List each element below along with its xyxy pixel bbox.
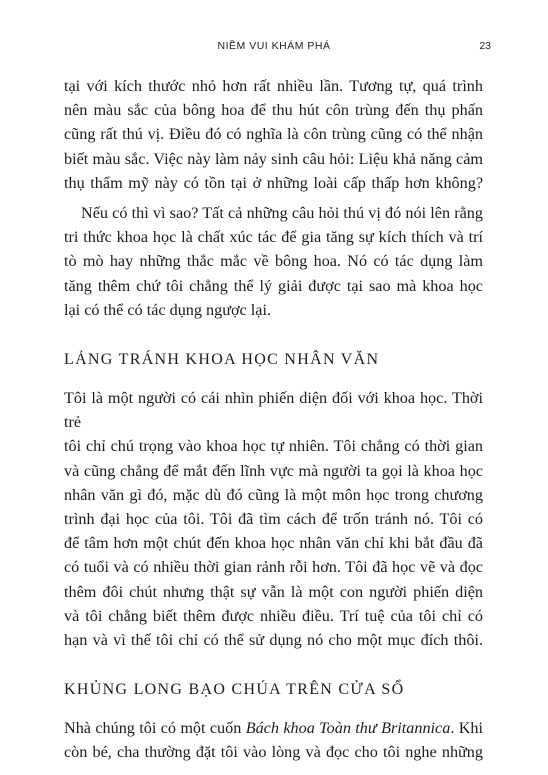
text-line: tăng thêm chứ tôi chẳng thể lý giải được tại sao mà khoa học [64, 276, 483, 295]
text-line: thụ thẩm mỹ này có tồn tại ở những loài cấp thấp hơn không? [64, 173, 483, 192]
text-line: hạn và vì thế tôi chỉ có thể sử dụng nó cho một mục đích thôi. [64, 631, 483, 650]
text-line: thêm đôi chút nhưng thật sự vẫn là một con người phiến diện [64, 582, 483, 601]
text-line [64, 716, 483, 740]
text-line: tò mò hay những thắc mắc về bông hoa. Nó có tác dụng làm [64, 252, 483, 271]
text-line: nên màu sắc của bông hoa để thu hút côn trùng đến thụ phấn [64, 101, 483, 120]
text-line: cũng rất thú vị. Điều đó có nghĩa là côn trùng cũng có thể nhận [64, 125, 483, 144]
paragraph-continued [64, 74, 483, 195]
text-line: Nếu có thì vì sao? Tất cả những câu hỏi thú vị đó nói lên rằng [81, 204, 483, 223]
text-line: lại có thể có tác dụng ngược lại. [64, 300, 272, 319]
paragraph-humanities [64, 386, 483, 652]
text-line: còn bé, cha thường đặt tôi vào lòng và đọc cho tôi nghe những [64, 743, 483, 762]
text-line: và tôi chẳng biết thêm được nhiều điều. Trí tuệ của tôi chỉ có [64, 606, 483, 625]
text-line: nhân văn gì đó, mặc dù đó cũng là một môn học trong chương [64, 485, 483, 504]
section-heading-humanities: LẢNG TRÁNH KHOA HỌC NHÂN VĂN [64, 351, 380, 369]
text-line: trình đại học của tôi. Tôi đã tìm cách để trốn tránh nó. Tôi có [64, 510, 483, 529]
text-run: Nhà chúng tôi có một cuốn [64, 719, 246, 738]
text-run: . Khi [450, 719, 484, 738]
text-line: để tâm hơn một chút đến khoa học nhân văn chỉ khi bắt đầu đã [64, 534, 483, 553]
text-line: và cũng chẳng để mắt đến lĩnh vực mà người ta gọi là khoa học [64, 461, 483, 480]
page-body [64, 74, 483, 765]
section-heading-dinosaur: KHỦNG LONG BẠO CHÚA TRÊN CỬA SỔ [64, 681, 405, 699]
text-line: biết màu sắc. Việc này làm nảy sinh câu hỏi: Liệu khả năng cảm [64, 149, 483, 168]
text-line: tôi chỉ chú trọng vào khoa học tự nhiên. Tôi chẳng có thời gian [64, 437, 483, 456]
text-line: Tôi là một người có cái nhìn phiến diện đối với khoa học. Thời trẻ [64, 389, 483, 432]
running-title: NIỀM VUI KHÁM PHÁ [217, 40, 331, 52]
paragraph-encyclopedia [64, 716, 483, 764]
page-number: 23 [479, 40, 491, 52]
book-title-italic: Bách khoa Toàn thư Britannica [245, 719, 451, 738]
paragraph-questions [64, 201, 483, 322]
text-line: có tuổi và có nhiều thời gian rảnh rỗi hơn. Tôi đã học vẽ và đọc [64, 558, 483, 577]
text-line: tri thức khoa học là chất xúc tác để gia tăng sự kích thích và trí [64, 228, 483, 247]
text-line: tại với kích thước nhỏ hơn rất nhiều lần. Tương tự, quá trình [64, 77, 483, 95]
